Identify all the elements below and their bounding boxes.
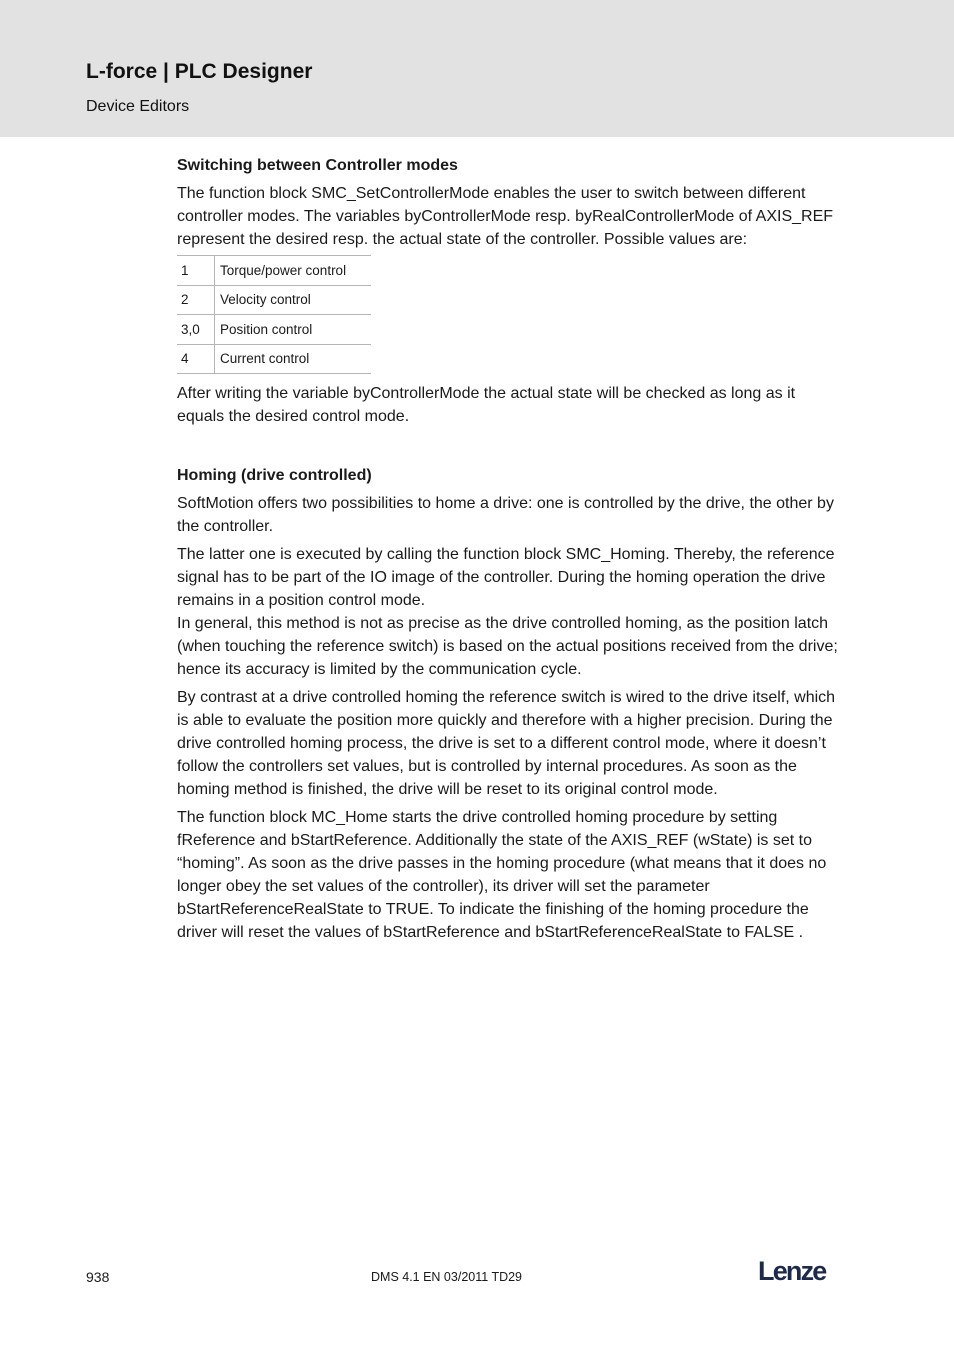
paragraph-homing-1: SoftMotion offers two possibilities to home a drive: one is controlled by the drive, the other by the controller. xyxy=(177,495,834,535)
paragraph-homing-4: By contrast at a drive controlled homing the reference switch is wired to the drive itself, which is able to evaluate the position more quickly and therefore with a higher precision. During the drive controlled homing process, the drive is set to a different control mode, where it doesn’t follow the controllers set values, but is controlled by internal procedures. As soon as the homing method is finished, the drive will be reset to its original control mode. xyxy=(177,689,836,798)
mode-value: 4 xyxy=(177,344,215,374)
paragraph-homing-2: The latter one is executed by calling the function block SMC_Homing. Thereby, the reference signal has to be part of the IO image of the controller. During the homing operation the drive remains in a position control mode. xyxy=(177,546,835,609)
page-number: 938 xyxy=(86,1269,110,1285)
mode-label: Position control xyxy=(215,315,372,345)
section-heading-homing: Homing (drive controlled) xyxy=(177,467,372,484)
document-id: DMS 4.1 EN 03/2011 TD29 xyxy=(371,1270,523,1284)
main-content xyxy=(177,155,842,949)
chapter-title: Device Editors xyxy=(86,98,190,115)
product-title: L-force | PLC Designer xyxy=(86,60,313,83)
table-row xyxy=(177,285,371,315)
table-row xyxy=(177,344,371,374)
table-row xyxy=(177,315,371,345)
mode-value: 3,0 xyxy=(177,315,215,345)
lenze-logo xyxy=(757,1256,841,1286)
section-heading-controller-modes: Switching between Controller modes xyxy=(177,157,458,174)
mode-label: Velocity control xyxy=(215,285,372,315)
paragraph-intro: The function block SMC_SetControllerMode enables the user to switch between different controller modes. The variables byControllerMode resp. byRealControllerMode of AXIS_REF represent the desired resp. the actual state of the controller. Possible values are: xyxy=(177,185,834,248)
paragraph-after-table: After writing the variable byControllerMode the actual state will be checked as long as it equals the desired control mode. xyxy=(177,385,796,425)
section-spacer xyxy=(177,433,842,465)
mode-label: Torque/power control xyxy=(215,256,372,286)
controller-modes-table xyxy=(177,255,371,374)
table-row xyxy=(177,256,371,286)
mode-value: 1 xyxy=(177,256,215,286)
lenze-logo-text: Lenze xyxy=(758,1256,826,1286)
paragraph-homing-3: In general, this method is not as precise as the drive controlled homing, as the position latch (when touching the reference switch) is based on the actual positions received from the drive; hence its accuracy is limited by the communication cycle. xyxy=(177,615,838,678)
paragraph-homing-5: The function block MC_Home starts the drive controlled homing procedure by setting fReference and bStartReference. Additionally the state of the AXIS_REF (wState) is set to “homing”. As soon as the drive passes in the homing procedure (what means that it does no longer obey the set values of the controller), its driver will set the parameter bStartReferenceRealState to TRUE. To indicate the finishing of the homing procedure the driver will reset the values of bStartReference and bStartReferenceRealState to FALSE . xyxy=(177,809,827,941)
mode-label: Current control xyxy=(215,344,372,374)
mode-value: 2 xyxy=(177,285,215,315)
page-header xyxy=(0,0,954,137)
